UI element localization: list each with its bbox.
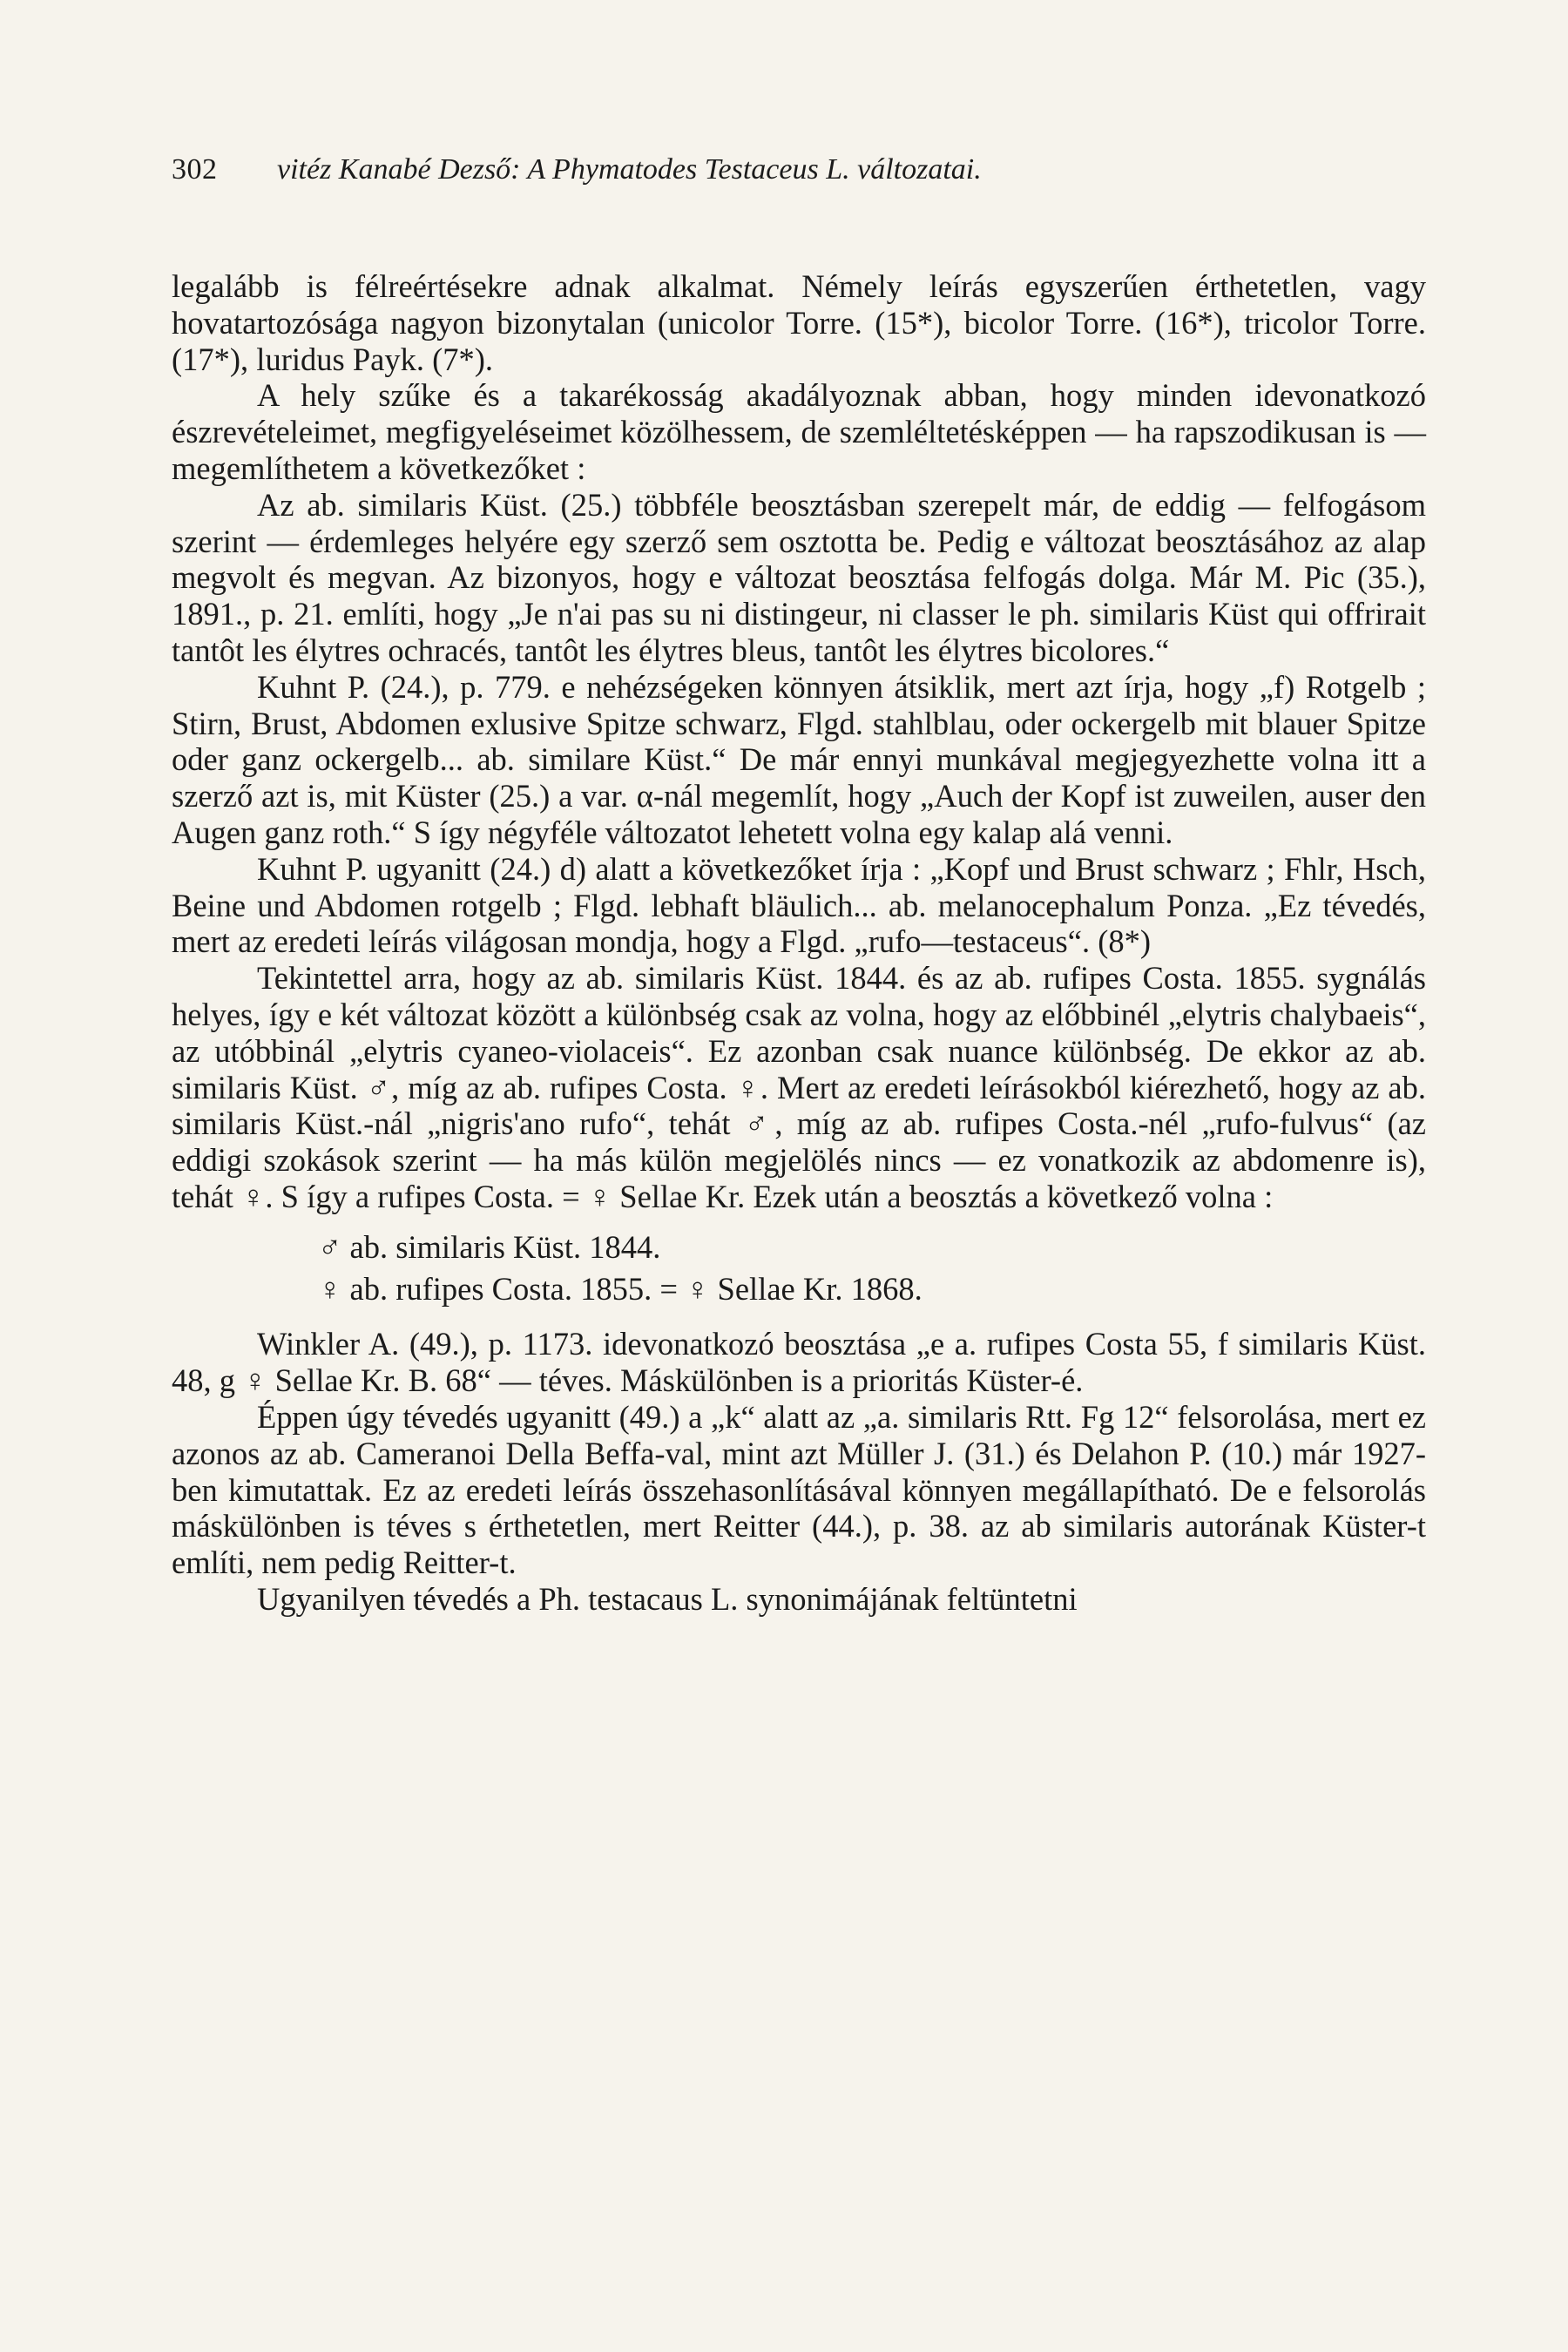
classification-line-male: ♂ ab. similaris Küst. 1844.	[318, 1228, 661, 1265]
paragraph-9: Ugyanilyen tévedés a Ph. testacaus L. synonimájának feltüntetni	[257, 1580, 1078, 1617]
paragraph-4: Kuhnt P. (24.), p. 779. e nehézségeken könnyen átsiklik, mert azt írja, hogy „f) Rotgelb ; Stirn, Brust, Abdomen exlusive Spitze schwarz, Flgd. stahlblau, oder ockergelb mit blauer Spitze oder ganz ockergelb... ab. similare Küst.“ De már ennyi munkával megjegyezhette volna itt a szerző azt is, mit Küster (25.) a var. α-nál megemlít, hogy „Auch der Kopf ist zuweilen, auser den Augen ganz roth.“ S így négyféle változatot lehetett volna egy kalap alá venni.	[172, 668, 1426, 850]
paragraph-1: legalább is félreértésekre adnak alkalmat. Némely leírás egyszerűen érthetetlen, vagy hovatartozósága nagyon bizonytalan (unicolor Torre. (15*), bicolor Torre. (16*), tricolor Torre. (17*), luridus Payk. (7*).	[172, 268, 1426, 377]
paragraph-7: Winkler A. (49.), p. 1173. idevonatkozó beosztása „e a. rufipes Costa 55, f similaris Küst. 48, g ♀ Sellae Kr. B. 68“ — téves. Máskülönben is a prioritás Küster-é.	[172, 1326, 1426, 1399]
paragraph-3: Az ab. similaris Küst. (25.) többféle beosztásban szerepelt már, de eddig — felfogásom szerint — érdemleges helyére egy szerző sem osztotta be. Pedig e változat beosztásához az alap megvolt és megvan. Az bizonyos, hogy e változat beosztása felfogás dolga. Már M. Pic (35.), 1891., p. 21. említi, hogy „Je n'ai pas su ni distingeur, ni classer le ph. similaris Küst qui offrirait tantôt les élytres ochracés, tantôt les élytres bleus, tantôt les élytres bicolores.“	[172, 486, 1426, 668]
classification-line-female: ♀ ab. rufipes Costa. 1855. = ♀ Sellae Kr. 1868.	[318, 1270, 923, 1307]
paragraph-2: A hely szűke és a takarékosság akadályoznak abban, hogy minden idevonatkozó észrevételeimet, megfigyeléseimet közölhessem, de szemléltetésképpen — ha rapszodikusan is — megemlíthetem a következőket :	[172, 377, 1426, 486]
paragraph-8: Éppen úgy tévedés ugyanitt (49.) a „k“ alatt az „a. similaris Rtt. Fg 12“ felsorolása, mert ez azonos az ab. Cameranoi Della Beffa-val, mint azt Müller J. (31.) és Delahon P. (10.) már 1927-ben kimutattak. Ez az eredeti leírás összehasonlításával könnyen megállapítható. De e felsorolás máskülönben is téves s érthetetlen, mert Reitter (44.), p. 38. az ab similaris autorának Küster-t említi, nem pedig Reitter-t.	[172, 1398, 1426, 1581]
running-head	[172, 148, 1409, 192]
paragraph-6: Tekintettel arra, hogy az ab. similaris Küst. 1844. és az ab. rufipes Costa. 1855. sygnálás helyes, így e két változat között a különbség csak az volna, hogy az előbbinél „elytris chalybaeis“, az utóbbinál „elytris cyaneo-violaceis“. Ez azonban csak nuance különbség. De ekkor az ab. similaris Küst. ♂, míg az ab. rufipes Costa. ♀. Mert az eredeti leírásokból kiérezhető, hogy az ab. similaris Küst.-nál „nigris'ano rufo“, tehát ♂, míg az ab. rufipes Costa.-nél „rufo-fulvus“ (az eddigi szokások szerint — ha más külön megjelölés nincs — ez vonatkozik az abdomenre is), tehát ♀. S így a rufipes Costa. = ♀ Sellae Kr. Ezek után a beosztás a következő volna :	[172, 960, 1426, 1214]
paragraph-5: Kuhnt P. ugyanitt (24.) d) alatt a következőket írja : „Kopf und Brust schwarz ; Fhlr, Hsch, Beine und Abdomen rotgelb ; Flgd. lebhaft bläulich... ab. melanocephalum Ponza. „Ez tévedés, mert az eredeti leírás világosan mondja, hogy a Flgd. „rufo—testaceus“. (8*)	[172, 850, 1426, 960]
running-title: vitéz Kanabé Dezső: A Phymatodes Testaceus L. változatai.	[277, 153, 982, 186]
page-number: 302	[172, 153, 218, 186]
body-text	[172, 268, 1426, 1618]
